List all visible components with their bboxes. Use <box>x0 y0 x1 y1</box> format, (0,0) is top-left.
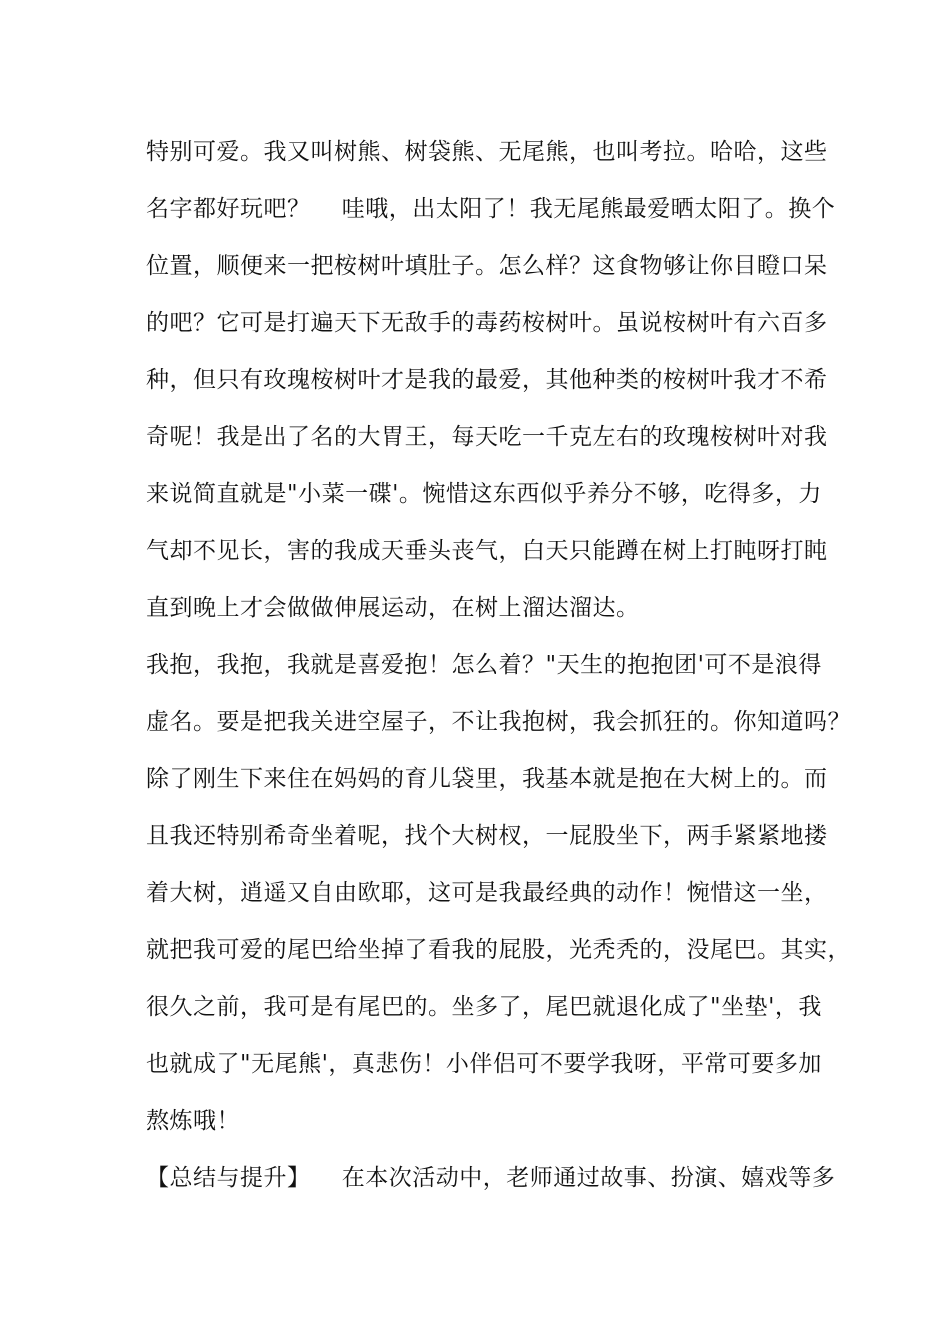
text-line: 我抱，我抱，我就是喜爱抱！怎么着？"天生的抱抱团'可不是浪得 <box>146 652 822 678</box>
text-line: 且我还特别希奇坐着呢，找个大树杈，一屁股坐下，两手紧紧地搂 <box>146 823 828 849</box>
text-line: 虚名。要是把我关进空屋子，不让我抱树，我会抓狂的。你知道吗？ <box>146 709 851 735</box>
text-line: 很久之前，我可是有尾巴的。坐多了，尾巴就退化成了"坐垫'，我 <box>146 994 822 1020</box>
text-line: 奇呢！我是出了名的大胃王，每天吃一千克左右的玫瑰桉树叶对我 <box>146 424 828 450</box>
text-line: 种，但只有玫瑰桉树叶才是我的最爱，其他种类的桉树叶我才不希 <box>146 367 828 393</box>
text-line: 除了刚生下来住在妈妈的育儿袋里，我基本就是抱在大树上的。而 <box>146 766 828 792</box>
text-line: 的吧？它可是打遍天下无敌手的毒药桉树叶。虽说桉树叶有六百多 <box>146 310 828 336</box>
text-line: 熬炼哦！ <box>146 1108 240 1134</box>
text-line: 特别可爱。我又叫树熊、树袋熊、无尾熊，也叫考拉。哈哈，这些 <box>146 139 828 165</box>
text-line: 位置，顺便来一把桉树叶填肚子。怎么样？这食物够让你目瞪口呆 <box>146 253 828 279</box>
text-line: 气却不见长，害的我成天垂头丧气，白天只能蹲在树上打盹呀打盹 <box>146 538 828 564</box>
text-line: 就把我可爱的尾巴给坐掉了看我的屁股，光秃秃的，没尾巴。其实， <box>146 937 851 963</box>
text-line: 名字都好玩吧？ 哇哦，出太阳了！我无尾熊最爱晒太阳了。换个 <box>146 196 836 222</box>
section-heading-line: 【总结与提升】 在本次活动中，老师通过故事、扮演、嬉戏等多 <box>146 1165 836 1191</box>
text-line: 来说简直就是"小菜一碟'。惋惜这东西似乎养分不够，吃得多，力 <box>146 481 822 507</box>
text-line: 直到晚上才会做做伸展运动，在树上溜达溜达。 <box>146 595 640 621</box>
text-line: 也就成了"无尾熊'，真悲伤！小伴侣可不要学我呀，平常可要多加 <box>146 1051 822 1077</box>
text-line: 着大树，逍遥又自由欧耶，这可是我最经典的动作！惋惜这一坐， <box>146 880 828 906</box>
